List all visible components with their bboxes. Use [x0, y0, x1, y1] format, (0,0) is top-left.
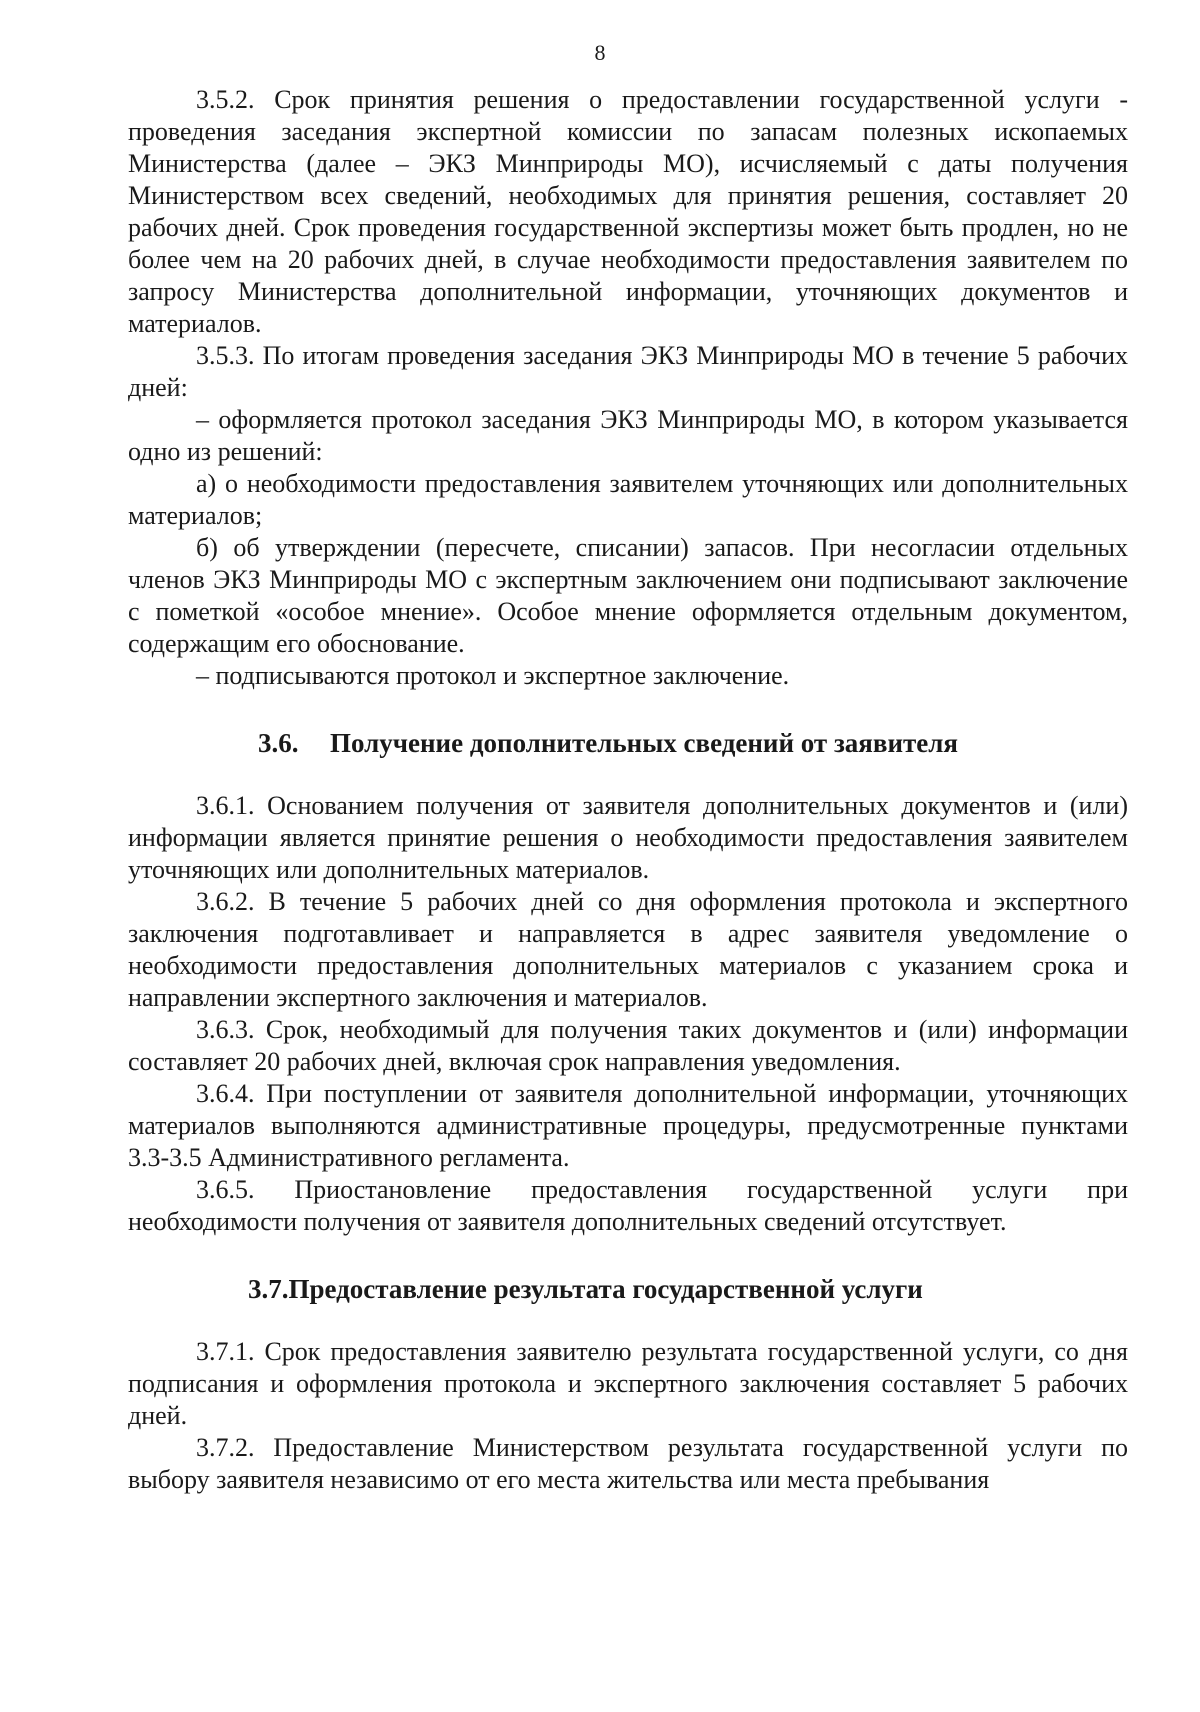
- paragraph-3-6-3: 3.6.3. Срок, необходимый для получения таких документов и (или) информации составляет 20 рабочих дней, включая срок направления уведомления.: [128, 1015, 1128, 1076]
- paragraph-3-6-2: 3.6.2. В течение 5 рабочих дней со дня оформления протокола и экспертного заключения подготавливает и направляется в адрес заявителя уведомление о необходимости предоставления дополнительных материалов с указанием срока и направлении экспертного заключения и материалов.: [128, 887, 1128, 1012]
- list-item-protocol: – оформляется протокол заседания ЭКЗ Минприроды МО, в котором указывается одно из решений:: [128, 405, 1128, 466]
- paragraph-3-6-5: 3.6.5. Приостановление предоставления государственной услуги при необходимости получения от заявителя дополнительных сведений отсутствует.: [128, 1175, 1128, 1236]
- list-item-signing: – подписываются протокол и экспертное заключение.: [196, 661, 790, 690]
- list-item-a: а) о необходимости предоставления заявителем уточняющих или дополнительных материалов;: [128, 469, 1128, 530]
- document-body: [128, 84, 1128, 1496]
- paragraph-3-5-3: 3.5.3. По итогам проведения заседания ЭКЗ Минприроды МО в течение 5 рабочих дней:: [128, 341, 1128, 402]
- page-number: 8: [594, 40, 606, 65]
- paragraph-3-5-2: 3.5.2. Срок принятия решения о предоставлении государственной услуги - проведения заседания экспертной комиссии по запасам полезных ископаемых Министерства (далее – ЭКЗ Минприроды МО), исчисляемый с даты получения Министерством всех сведений, необходимых для принятия решения, составляет 20 рабочих дней. Срок проведения государственной экспертизы может быть продлен, но не более чем на 20 рабочих дней, в случае необходимости предоставления заявителем по запросу Министерства дополнительной информации, уточняющих документов и материалов.: [128, 85, 1128, 338]
- paragraph-3-6-4: 3.6.4. При поступлении от заявителя дополнительной информации, уточняющих материалов выполняются административные процедуры, предусмотренные пунктами 3.3-3.5 Административного регламента.: [128, 1079, 1128, 1172]
- section-heading-3-7: 3.7.Предоставление результата государственной услуги: [248, 1274, 923, 1304]
- section-heading-3-6: [128, 726, 1128, 760]
- section-title: Получение дополнительных сведений от заявителя: [330, 728, 959, 758]
- paragraph-3-6-1: 3.6.1. Основанием получения от заявителя дополнительных документов и (или) информации является принятие решения о необходимости предоставления заявителем уточняющих или дополнительных материалов.: [128, 791, 1128, 884]
- paragraph-3-7-2: 3.7.2. Предоставление Министерством результата государственной услуги по выбору заявителя независимо от его места жительства или места пребывания: [128, 1433, 1128, 1494]
- list-item-b: б) об утверждении (пересчете, списании) запасов. При несогласии отдельных членов ЭКЗ Минприроды МО с экспертным заключением они подписывают заключение с пометкой «особое мнение». Особое мнение оформляется отдельным документом, содержащим его обоснование.: [128, 533, 1128, 658]
- section-number: 3.6.: [258, 728, 299, 758]
- paragraph-3-7-1: 3.7.1. Срок предоставления заявителю результата государственной услуги, со дня подписания и оформления протокола и экспертного заключения составляет 5 рабочих дней.: [128, 1337, 1128, 1430]
